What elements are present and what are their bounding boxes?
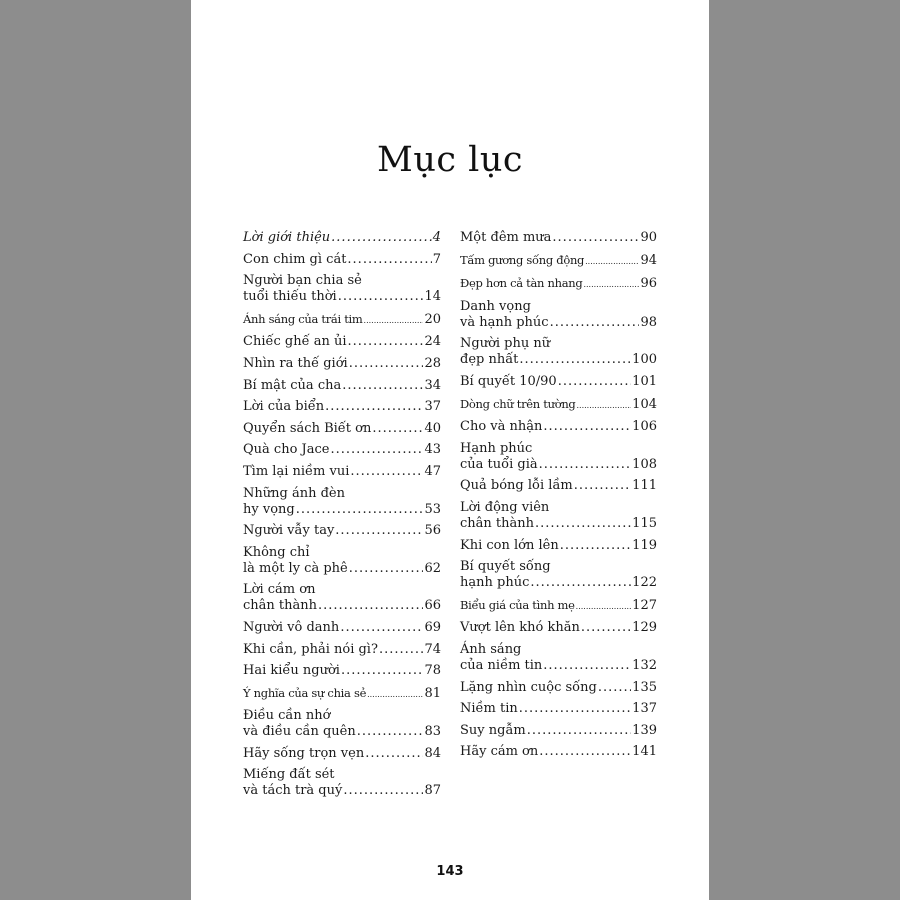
toc-entry-row: [243, 378, 441, 394]
toc-entry: [460, 396, 657, 414]
toc-entry-title: Hai kiểu người: [243, 663, 340, 679]
dot-leader: [560, 538, 631, 554]
toc-entry-title-line: Ánh sáng: [460, 641, 522, 657]
toc-entry: [460, 441, 657, 473]
toc-entry-row: [243, 783, 441, 799]
toc-entry-title: Dòng chữ trên tường: [460, 396, 576, 411]
toc-entry-page: 101: [632, 373, 657, 389]
toc-entry-title: Lời giới thiệu: [243, 230, 331, 245]
dot-leader: [325, 399, 423, 415]
dot-leader: [367, 686, 423, 703]
toc-entry-page: 141: [632, 744, 657, 760]
toc-entry-page: 115: [632, 515, 657, 531]
toc-entry: [460, 620, 657, 636]
toc-entry: [460, 299, 657, 331]
toc-entry-page: 106: [632, 419, 657, 435]
toc-entry-title-line: Bí quyết sống: [460, 559, 551, 575]
toc-entry: [243, 273, 441, 305]
toc-entry-title: Niềm tin: [460, 701, 518, 717]
dot-leader: [539, 744, 631, 760]
toc-entry: [460, 230, 657, 246]
toc-entry-page: 122: [632, 575, 657, 591]
toc-entry: [460, 275, 657, 293]
toc-entry-page: 62: [424, 560, 441, 576]
toc-entry-row: [460, 374, 657, 390]
toc-entry-title-line: Lời động viên: [460, 499, 550, 515]
toc-entry-row: [460, 230, 657, 246]
dot-leader: [343, 783, 423, 799]
toc-entry: [460, 500, 657, 532]
toc-entry-row: [243, 399, 441, 415]
toc-entry-title: Quyển sách Biết ơn: [243, 420, 372, 436]
dot-leader: [539, 457, 632, 473]
dot-leader: [372, 421, 423, 437]
toc-entry-title: và hạnh phúc: [460, 314, 549, 330]
toc-entry-row: [243, 561, 441, 577]
toc-entry-page: 129: [632, 620, 657, 636]
toc-entry: [460, 642, 657, 674]
toc-entry-title: hạnh phúc: [460, 575, 530, 591]
toc-entry-page: 24: [424, 334, 441, 350]
toc-entry-page: 28: [424, 355, 441, 371]
toc-entry: [243, 334, 441, 350]
toc-entry-row: [460, 723, 657, 739]
dot-leader: [318, 598, 423, 614]
toc-entry: [243, 356, 441, 372]
toc-entry-page: 119: [632, 537, 657, 553]
toc-entry: [243, 464, 441, 480]
toc-entry-title: Bí quyết 10/90: [460, 373, 557, 389]
toc-entry: [243, 378, 441, 394]
dot-leader: [530, 575, 631, 591]
toc-entry: [243, 523, 441, 539]
dot-leader: [552, 230, 639, 246]
toc-entry-title-line: Lời cám ơn: [243, 582, 316, 598]
dot-leader: [535, 516, 631, 532]
toc-entry-title: Tìm lại niềm vui: [243, 463, 350, 479]
toc-entry-page: 47: [424, 463, 441, 479]
toc-entry-page: 40: [424, 420, 441, 436]
page-number: 143: [436, 864, 464, 879]
book-page: [191, 0, 709, 900]
toc-entry-row: [460, 744, 657, 760]
toc-entry-title-line: Điều cần nhớ: [243, 708, 331, 724]
toc-entry-row: [243, 334, 441, 350]
toc-entry-row: [460, 315, 657, 331]
toc-entry-title: và điều cần quên: [243, 724, 356, 740]
toc-entry-page: 56: [424, 523, 441, 539]
dot-leader: [543, 658, 631, 674]
toc-entry-page: 53: [424, 501, 441, 517]
toc-entry-row: [243, 746, 441, 762]
toc-entry-row: [460, 680, 657, 696]
toc-entry-title-line: Không chỉ: [243, 544, 310, 560]
toc-entry-row: [460, 575, 657, 591]
dot-leader: [364, 312, 424, 329]
toc-entry-title: Một đêm mưa: [460, 230, 552, 245]
toc-entry-title: Khi cần, phải nói gì?: [243, 641, 378, 657]
toc-entry-row: [243, 523, 441, 539]
toc-entry-page: 74: [424, 641, 441, 657]
dot-leader: [558, 374, 631, 390]
dot-leader: [527, 723, 631, 739]
dot-leader: [340, 620, 423, 636]
dot-leader: [341, 663, 423, 679]
toc-entry-page: 69: [424, 619, 441, 635]
dot-leader: [581, 620, 631, 636]
toc-entry-title: của tuổi già: [460, 456, 538, 472]
toc-entry: [243, 545, 441, 577]
dot-leader: [331, 230, 432, 246]
toc-entry-row: [460, 620, 657, 636]
toc-entry: [460, 723, 657, 739]
toc-entry-row: [243, 502, 441, 518]
dot-leader: [543, 419, 631, 435]
toc-entry-row: [460, 538, 657, 554]
toc-entry-row: [243, 356, 441, 372]
toc-entry-title: Lời của biển: [243, 399, 325, 415]
toc-entry: [243, 399, 441, 415]
toc-entry-title-line: Người bạn chia sẻ: [243, 273, 362, 289]
dot-leader: [583, 276, 639, 293]
toc-entry-title: Người vẫy tay: [243, 523, 335, 539]
toc-entry: [243, 642, 441, 658]
dot-leader: [338, 289, 424, 305]
toc-entry-title: Suy ngẫm: [460, 722, 526, 738]
dot-leader: [349, 356, 424, 372]
toc-entry-title: Biểu giá của tình mẹ: [460, 597, 575, 612]
dot-leader: [576, 598, 632, 615]
toc-entry-title: hy vọng: [243, 501, 295, 517]
toc-entry-title-line: Hạnh phúc: [460, 440, 533, 456]
toc-entry-row: [243, 230, 441, 246]
toc-entry-page: 100: [632, 352, 657, 368]
toc-entry-title: của niềm tin: [460, 657, 543, 673]
toc-entry-page: 104: [632, 396, 657, 412]
toc-entry-page: 81: [424, 685, 441, 701]
toc-entry-title-line: Người phụ nữ: [460, 336, 551, 352]
toc-entry: [460, 538, 657, 554]
toc-entry-page: 127: [632, 597, 657, 613]
toc-entry-row: [460, 701, 657, 717]
toc-entry-row: [243, 598, 441, 614]
toc-entry-title: Tấm gương sống động: [460, 252, 585, 267]
toc-entry-page: 83: [424, 724, 441, 740]
dot-leader: [519, 701, 631, 717]
toc-entry-title: Nhìn ra thế giới: [243, 355, 348, 371]
toc-entry-title-line: Danh vọng: [460, 298, 531, 314]
toc-entry: [460, 252, 657, 270]
toc-entry-page: 96: [640, 276, 657, 292]
dot-leader: [576, 397, 631, 414]
toc-entry-row: [460, 275, 657, 293]
toc-entry-row: [243, 620, 441, 636]
toc-entry-title-line: Những ánh đèn: [243, 485, 345, 501]
toc-entry-row: [243, 442, 441, 458]
toc-entry-row: [243, 421, 441, 437]
dot-leader: [350, 464, 423, 480]
toc-entry: [243, 582, 441, 614]
toc-entry: [460, 744, 657, 760]
toc-entry-row: [460, 419, 657, 435]
toc-entry-title: Đẹp hơn cả tàn nhang: [460, 276, 583, 291]
toc-entry-title: Người vô danh: [243, 619, 340, 635]
toc-right-column: [460, 230, 657, 766]
dot-leader: [296, 502, 424, 518]
toc-entry-title: Cho và nhận: [460, 419, 543, 435]
dot-leader: [585, 253, 639, 270]
toc-entry: [243, 311, 441, 329]
toc-entry-page: 90: [640, 230, 657, 245]
toc-entry-page: 139: [632, 722, 657, 738]
toc-entry: [243, 746, 441, 762]
toc-entry-row: [243, 252, 441, 268]
toc-entry: [243, 252, 441, 268]
toc-entry-title: đẹp nhất: [460, 352, 519, 368]
toc-entry-title: tuổi thiếu thời: [243, 289, 337, 305]
toc-entry-row: [460, 396, 657, 414]
toc-entry-page: 87: [424, 783, 441, 799]
toc-entry-title: Hãy cám ơn: [460, 744, 539, 760]
dot-leader: [330, 442, 423, 458]
toc-entry-row: [460, 516, 657, 532]
toc-left-column: [243, 230, 441, 805]
toc-entry-row: [460, 658, 657, 674]
toc-entry-row: [460, 478, 657, 494]
toc-entry-row: [243, 311, 441, 329]
dot-leader: [574, 478, 631, 494]
toc-entry-page: 84: [424, 745, 441, 761]
toc-entry: [460, 336, 657, 368]
toc-entry-title: Hãy sống trọn vẹn: [243, 745, 365, 761]
toc-entry: [460, 419, 657, 435]
dot-leader: [342, 378, 423, 394]
toc-entry: [460, 680, 657, 696]
toc-entry-title: chân thành: [243, 598, 318, 614]
toc-entry: [243, 663, 441, 679]
toc-entry-title-line: Miếng đất sét: [243, 767, 335, 783]
dot-leader: [335, 523, 423, 539]
dot-leader: [365, 746, 423, 762]
toc-entry-title: Lặng nhìn cuộc sống: [460, 679, 597, 695]
toc-entry-page: 94: [640, 252, 657, 268]
toc-entry-title: Quà cho Jace: [243, 442, 330, 458]
toc-entry-title: là một ly cà phê: [243, 560, 348, 576]
toc-entry-page: 14: [424, 289, 441, 305]
toc-entry-title: Vượt lên khó khăn: [460, 620, 580, 636]
toc-entry-page: 78: [424, 663, 441, 679]
toc-entry: [243, 230, 441, 246]
toc-entry: [243, 767, 441, 799]
toc-entry-title: Con chim gì cát: [243, 251, 347, 267]
dot-leader: [379, 642, 424, 658]
toc-entry-row: [243, 685, 441, 703]
toc-entry-title: Chiếc ghế an ủi: [243, 334, 347, 350]
toc-entry-row: [243, 289, 441, 305]
toc-entry-title: Ý nghĩa của sự chia sẻ: [243, 685, 367, 700]
dot-leader: [347, 252, 431, 268]
toc-entry-title: Bí mật của cha: [243, 377, 342, 393]
toc-entry: [460, 478, 657, 494]
toc-entry-title: và tách trà quý: [243, 783, 343, 799]
toc-entry: [243, 620, 441, 636]
toc-entry: [460, 374, 657, 390]
toc-entry-row: [243, 663, 441, 679]
toc-entry-row: [460, 457, 657, 473]
toc-entry-title: chân thành: [460, 515, 535, 531]
toc-entry: [243, 421, 441, 437]
toc-entry-page: 34: [424, 377, 441, 393]
toc-entry-page: 137: [632, 701, 657, 717]
toc-entry-page: 37: [424, 399, 441, 415]
toc-entry-row: [460, 252, 657, 270]
toc-entry-title: Quả bóng lỗi lầm: [460, 478, 573, 494]
dot-leader: [550, 315, 640, 331]
dot-leader: [519, 352, 631, 368]
page-title: Mục lục: [377, 140, 523, 180]
toc-entry-title: Khi con lớn lên: [460, 537, 559, 553]
dot-leader: [598, 680, 631, 696]
toc-entry: [243, 708, 441, 740]
toc-entry-page: 108: [632, 456, 657, 472]
toc-entry-page: 7: [432, 251, 441, 267]
toc-entry: [243, 486, 441, 518]
toc-entry: [460, 559, 657, 591]
dot-leader: [357, 724, 424, 740]
dot-leader: [349, 561, 424, 577]
toc-entry: [460, 597, 657, 615]
toc-entry-title: Ánh sáng của trái tim: [243, 311, 363, 326]
toc-entry-page: 43: [424, 442, 441, 458]
toc-entry-page: 132: [632, 657, 657, 673]
toc-entry-page: 111: [632, 478, 657, 494]
toc-entry-row: [460, 597, 657, 615]
toc-entry-row: [460, 352, 657, 368]
toc-entry: [460, 701, 657, 717]
toc-entry-page: 98: [640, 314, 657, 330]
toc-entry: [243, 685, 441, 703]
toc-entry: [243, 442, 441, 458]
toc-entry-page: 4: [432, 230, 441, 245]
toc-entry-row: [243, 464, 441, 480]
toc-entry-row: [243, 724, 441, 740]
toc-entry-page: 20: [424, 311, 441, 327]
toc-entry-row: [243, 642, 441, 658]
toc-entry-page: 135: [632, 679, 657, 695]
toc-entry-page: 66: [424, 598, 441, 614]
dot-leader: [348, 334, 424, 350]
